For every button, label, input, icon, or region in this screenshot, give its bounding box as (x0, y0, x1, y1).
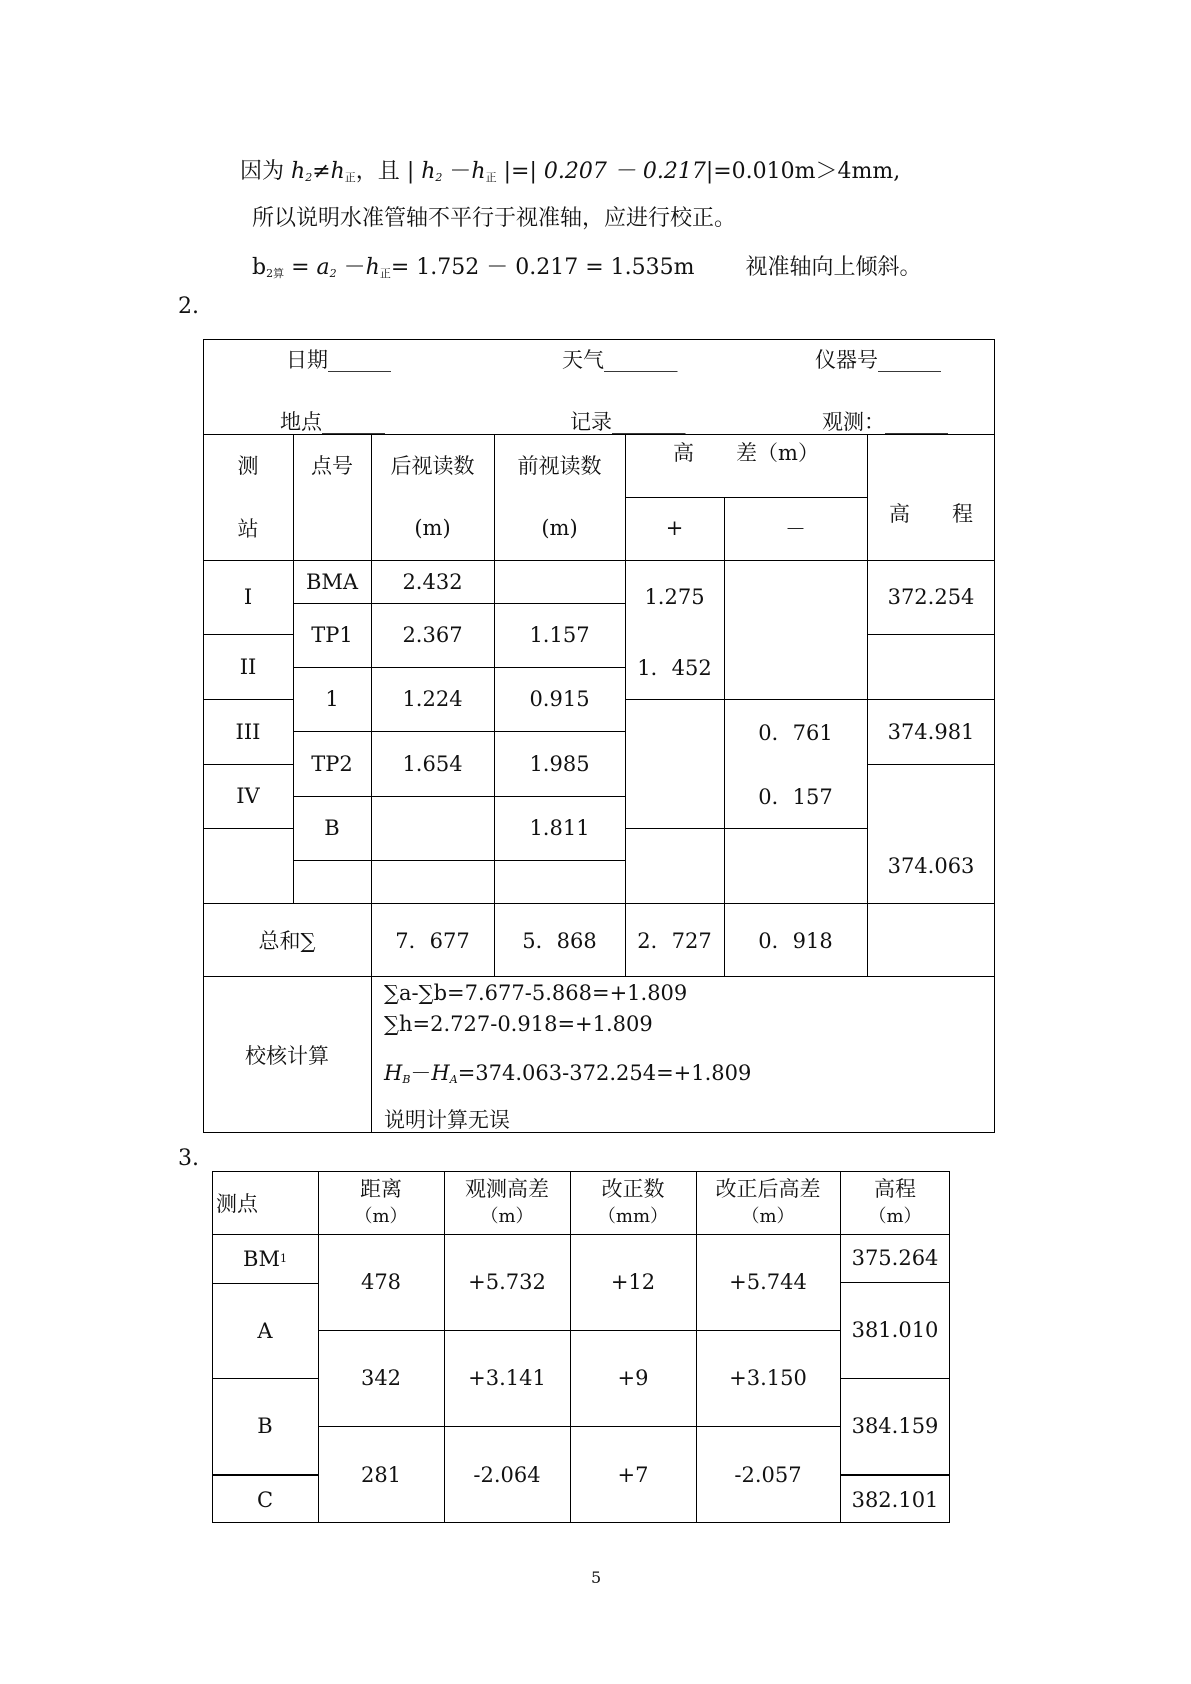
section-2-label: 2. (178, 294, 199, 319)
foresight-header: 前视读数 (517, 454, 602, 478)
station-header-1: 测 (237, 454, 259, 478)
check-line-1: ∑a-∑b=7.677-5.868=+1.809 (384, 981, 688, 1005)
check-label: 校核计算 (245, 1043, 329, 1068)
elevation-value: 372.254 (887, 585, 975, 609)
foresight-value: 1.811 (529, 816, 590, 840)
correction-value: +12 (610, 1270, 656, 1294)
page-number: 5 (591, 1568, 602, 1587)
observed-diff-value: +3.141 (468, 1366, 546, 1390)
foresight-value: 1.157 (529, 623, 590, 647)
backsight-value: 2.432 (402, 569, 463, 594)
station-I: I (243, 585, 253, 609)
text-line-3: $b_{2算} = a_2 -h_正= 1.752 - 0.217 = 1.535m$ 视准轴向上倾斜。 (252, 255, 922, 280)
section-3-label: 3. (178, 1146, 199, 1171)
foresight-value: 1.985 (529, 751, 590, 776)
plus-header: + (665, 516, 684, 540)
backsight-header: 后视读数 (390, 454, 475, 478)
backsight-value: 2.367 (402, 623, 463, 647)
adjusted-diff-value: -2.057 (734, 1462, 802, 1487)
point-BM1: BM 1 (243, 1246, 287, 1271)
elevation-value: 375.264 (851, 1246, 939, 1270)
station-II: II (239, 654, 257, 679)
sum-value: 2．727 (637, 928, 712, 953)
header-correction: 改正数 （mm） (597, 1176, 669, 1227)
point-TP2: TP2 (311, 751, 353, 776)
point-C: C (256, 1487, 274, 1512)
header-elevation: 高程 （m） (868, 1176, 922, 1227)
header-observed-diff: 观测高差 （m） (465, 1176, 549, 1227)
observed-diff-value: -2.064 (473, 1462, 541, 1487)
sum-label: 总和∑ (258, 928, 316, 953)
text-line-2: 所以说明水准管轴不平行于视准轴，应进行校正。 (252, 206, 737, 231)
elevation-header: 高 程 (889, 502, 973, 526)
observer-field: 观测：______ (822, 410, 948, 434)
date-field: 日期______ (286, 348, 391, 372)
backsight-unit: (m) (414, 516, 451, 540)
plus-value: 1.275 (644, 585, 705, 609)
point-B: B (257, 1414, 273, 1438)
sum-value: 7．677 (395, 928, 470, 953)
elevation-value: 382.101 (851, 1487, 939, 1512)
point-header: 点号 (311, 454, 353, 478)
distance-value: 342 (360, 1366, 402, 1390)
elevation-value: 381.010 (851, 1318, 939, 1342)
elevation-value: 384.159 (851, 1414, 939, 1438)
header-point: 测点 (216, 1191, 258, 1216)
minus-value: 0．761 (758, 720, 833, 745)
text-line-1: 因为 $h_2\ne h_正$，且 | $h_2 -h_正$ |=| 0.207 － 0.217|=0.010m＞4mm, (240, 159, 901, 184)
location-field: 地点______ (280, 410, 385, 434)
sum-value: 5．868 (522, 928, 597, 953)
correction-value: +7 (617, 1462, 649, 1487)
header-adjusted-diff: 改正后高差 （m） (715, 1176, 821, 1227)
distance-value: 478 (360, 1270, 402, 1294)
observed-diff-value: +5.732 (468, 1270, 546, 1294)
station-header-2: 站 (237, 517, 259, 541)
adjusted-diff-value: +3.150 (729, 1366, 807, 1390)
point-BMA: BMA (305, 569, 359, 594)
check-line-4: 说明计算无误 (384, 1108, 510, 1132)
point-B: B (324, 816, 340, 840)
backsight-value: 1.224 (402, 687, 463, 711)
plus-value: 1．452 (637, 655, 712, 680)
foresight-unit: (m) (541, 516, 578, 540)
minus-header: － (785, 517, 806, 541)
height-diff-header: 高 差（m） (673, 441, 819, 465)
station-III: III (235, 719, 261, 744)
header-distance: 距离 （m） (354, 1176, 408, 1227)
elevation-value: 374.063 (887, 853, 975, 878)
station-IV: IV (236, 784, 260, 808)
point-1: 1 (325, 687, 339, 711)
point-A: A (257, 1318, 273, 1343)
point-TP1: TP1 (311, 623, 353, 647)
foresight-value: 0.915 (529, 687, 590, 711)
weather-field: 天气_______ (562, 348, 678, 372)
correction-value: +9 (617, 1366, 649, 1390)
distance-value: 281 (360, 1462, 402, 1487)
check-line-2: ∑h=2.727-0.918=+1.809 (384, 1012, 653, 1036)
check-line-3: $H_B-H_A=374.063-372.254=+1.809$ (384, 1061, 752, 1086)
sum-value: 0．918 (758, 928, 833, 953)
instrument-field: 仪器号______ (815, 348, 941, 372)
adjusted-diff-value: +5.744 (729, 1270, 807, 1294)
backsight-value: 1.654 (402, 751, 463, 776)
minus-value: 0．157 (758, 785, 833, 809)
elevation-value: 374.981 (887, 719, 975, 744)
recorder-field: 记录_______ (570, 410, 686, 434)
